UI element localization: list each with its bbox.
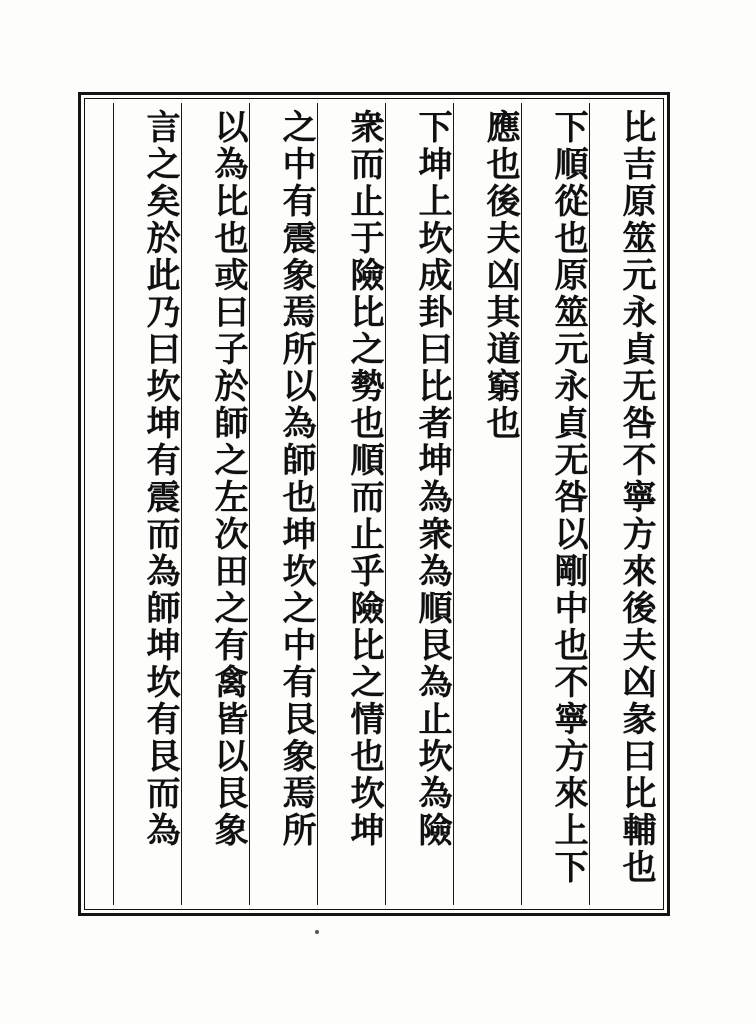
column-text: 應也後夫凶其道窮也: [480, 109, 520, 442]
text-column-1: [589, 103, 657, 905]
column-text: 下順從也原筮元永貞无咎以剛中也不寧方來上下: [548, 109, 588, 886]
column-text: 比吉原筮元永貞无咎不寧方來後夫凶彖曰比輔也: [616, 109, 656, 886]
text-column-3: [453, 103, 521, 905]
column-text: 以為比也或曰子於師之左次田之有禽皆以艮象: [208, 109, 248, 849]
text-column-4: [385, 103, 453, 905]
stray-ink-dot: [315, 930, 319, 934]
text-column-6: [249, 103, 317, 905]
text-column-7: [181, 103, 249, 905]
text-column-5: [317, 103, 385, 905]
text-block-frame: [78, 92, 670, 916]
text-column-2: [521, 103, 589, 905]
column-text: 衆而止于險比之勢也順而止乎險比之情也坎坤: [344, 109, 384, 849]
column-text: 之中有震象焉所以為師也坤坎之中有艮象焉所: [276, 109, 316, 849]
text-columns: [91, 103, 657, 905]
column-text: 言之矣於此乃曰坎坤有震而為師坤坎有艮而為: [140, 109, 180, 849]
text-column-8: [113, 103, 181, 905]
column-text: 下坤上坎成卦曰比者坤為衆為順艮為止坎為險: [412, 109, 452, 849]
